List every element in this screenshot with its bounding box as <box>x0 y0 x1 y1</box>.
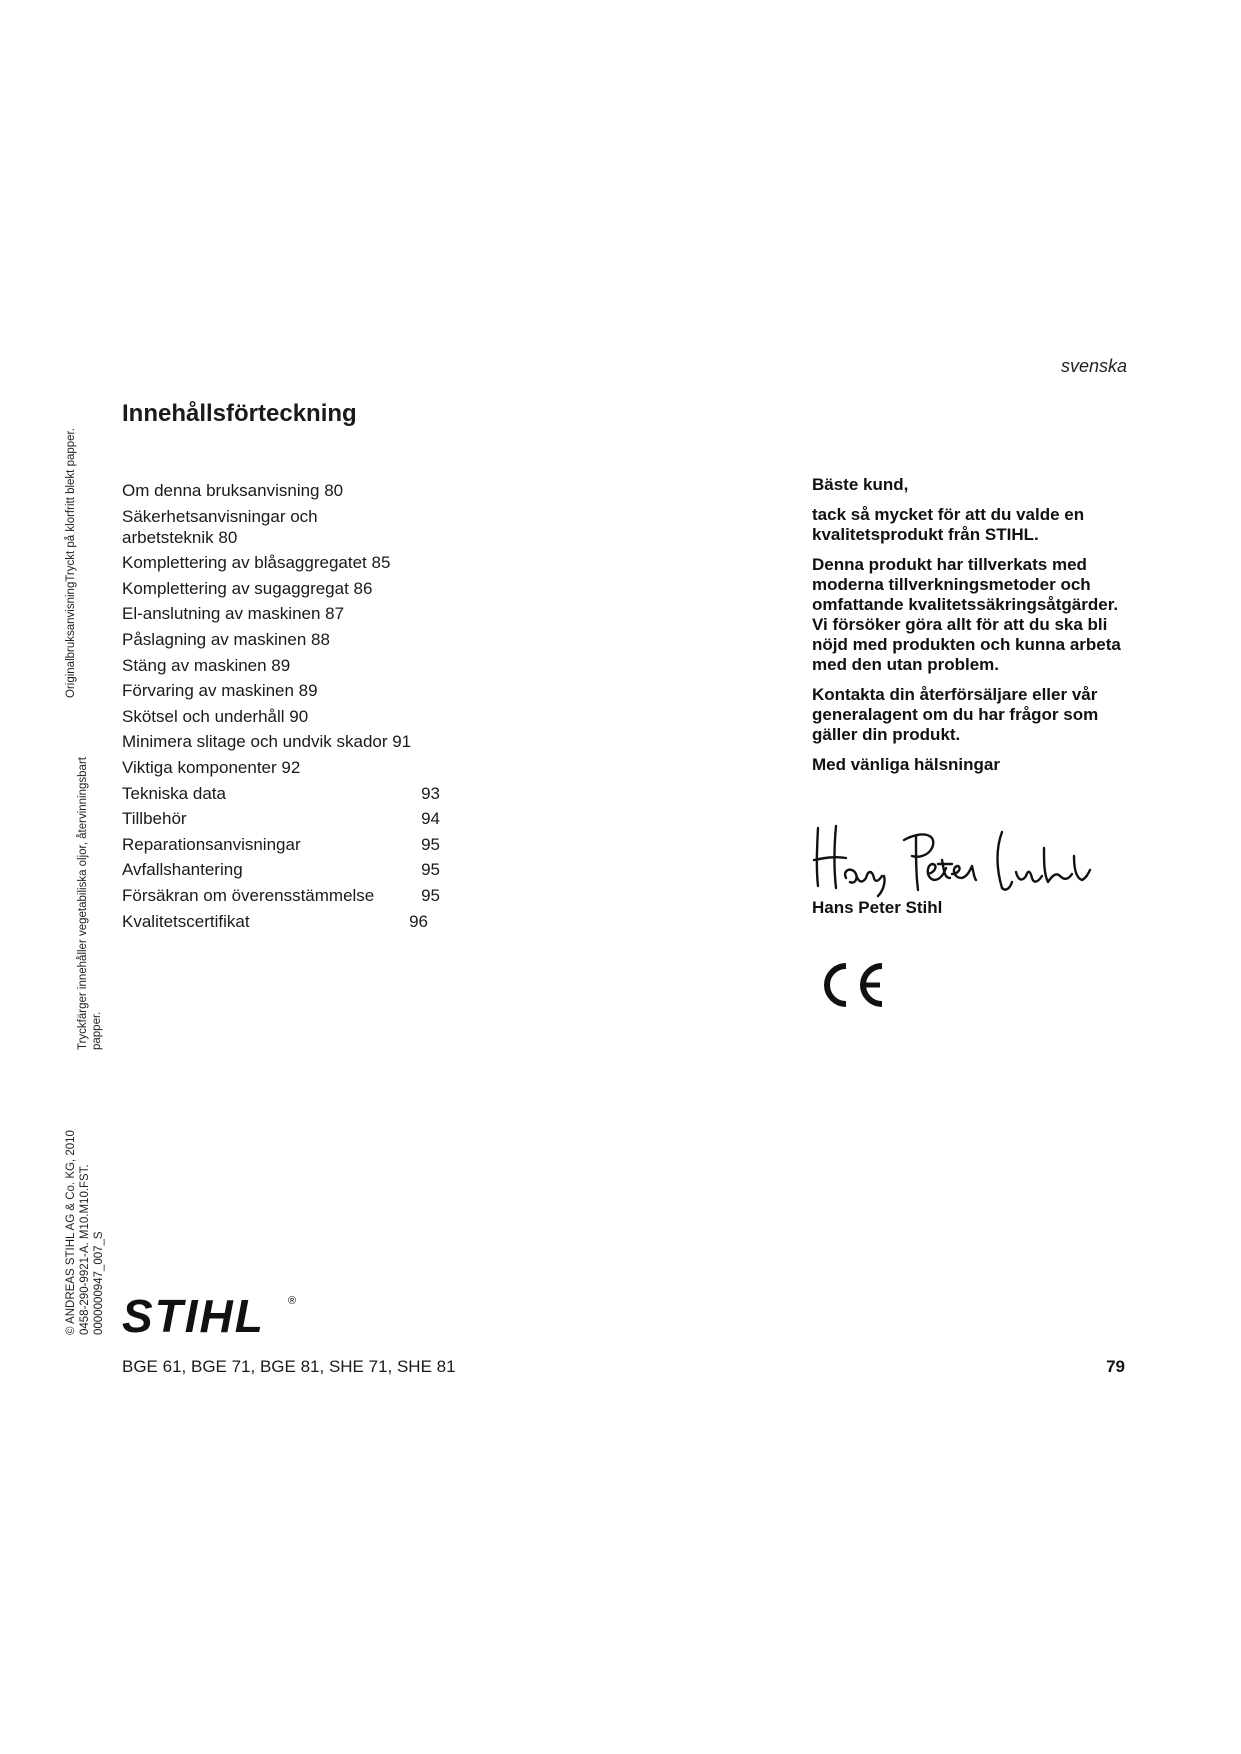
copyright-note: © ANDREAS STIHL AG & Co. KG, 2010 <box>65 1130 77 1335</box>
toc-page-number: 93 <box>421 783 440 803</box>
toc-item: Komplettering av blåsaggregatet 85 <box>122 553 391 573</box>
stihl-logo <box>122 1290 302 1338</box>
toc-item: Kvalitetscertifikat 96 <box>122 911 428 931</box>
language-label: svenska <box>1060 356 1127 376</box>
toc-item: Minimera slitage och undvik skador 91 <box>122 732 412 752</box>
signer-name: Hans Peter Stihl <box>812 898 943 917</box>
letter-closing: Med vänliga hälsningar <box>812 755 1000 774</box>
customer-letter <box>812 475 1132 785</box>
letter-paragraph: Kontakta din återförsäljare eller vår generalagent om du har frågor som gäller din produkt. <box>812 685 1099 744</box>
toc-item: Tillbehör 94 <box>122 809 440 829</box>
toc-title: Innehållsförteckning <box>122 400 357 427</box>
toc-item: Säkerhetsanvisningar och <box>122 506 318 526</box>
copyright-note: 0458-290-9921-A. M10.M10.FST. <box>79 1164 91 1335</box>
toc-item: Viktiga komponenter 92 <box>122 757 301 777</box>
letter-paragraph: tack så mycket för att du valde en kvalitetsprodukt från STIHL. <box>812 505 1085 544</box>
ink-note: papper. <box>91 1011 103 1050</box>
ink-note: Tryckfärger innehåller vegetabiliska oljor, återvinningsbart <box>77 757 89 1050</box>
paper-note: OriginalbruksanvisningTryckt på klorfritt blekt papper. <box>65 428 77 698</box>
toc-item: Avfallshantering 95 <box>122 860 440 880</box>
toc-page-number: 95 <box>421 885 440 905</box>
toc-item: Reparationsanvisningar 95 <box>122 834 440 854</box>
toc-item: Försäkran om överensstämmelse 95 <box>122 885 440 905</box>
toc-item: arbetsteknik 80 <box>122 527 238 547</box>
letter-paragraph: Denna produkt har tillverkats med moderna tillverkningsmetoder och omfattande kvalitetssäkringsåtgärder. Vi försöker göra allt för att du ska bli nöjd med produkten och kunna arbeta med den utan problem. <box>812 555 1121 674</box>
toc-item: Stäng av maskinen 89 <box>122 655 291 675</box>
toc-item: Om denna bruksanvisning 80 <box>122 481 344 500</box>
toc-item: Komplettering av sugaggregat 86 <box>122 578 373 598</box>
toc-page-number: 96 <box>409 911 428 931</box>
svg-text:®: ® <box>288 1295 297 1307</box>
toc-page-number: 94 <box>421 809 440 829</box>
toc-page-number: 95 <box>421 860 440 880</box>
toc-item: Tekniska data 93 <box>122 783 440 803</box>
toc-page-number: 95 <box>421 834 440 854</box>
model-list: BGE 61, BGE 71, BGE 81, SHE 71, SHE 81 <box>122 1357 456 1376</box>
ce-mark <box>822 960 892 1010</box>
toc-item: Påslagning av maskinen 88 <box>122 629 330 649</box>
svg-text:STIHL: STIHL <box>122 1290 265 1338</box>
signature-image <box>812 818 1092 898</box>
page-number: 79 <box>1106 1357 1125 1376</box>
copyright-note: 0000000947_007_S <box>93 1231 105 1335</box>
toc-item: El-anslutning av maskinen 87 <box>122 604 345 624</box>
letter-greeting: Bäste kund, <box>812 475 909 494</box>
toc-list <box>122 480 462 936</box>
toc-item: Skötsel och underhåll 90 <box>122 706 309 726</box>
toc-item: Förvaring av maskinen 89 <box>122 681 318 701</box>
